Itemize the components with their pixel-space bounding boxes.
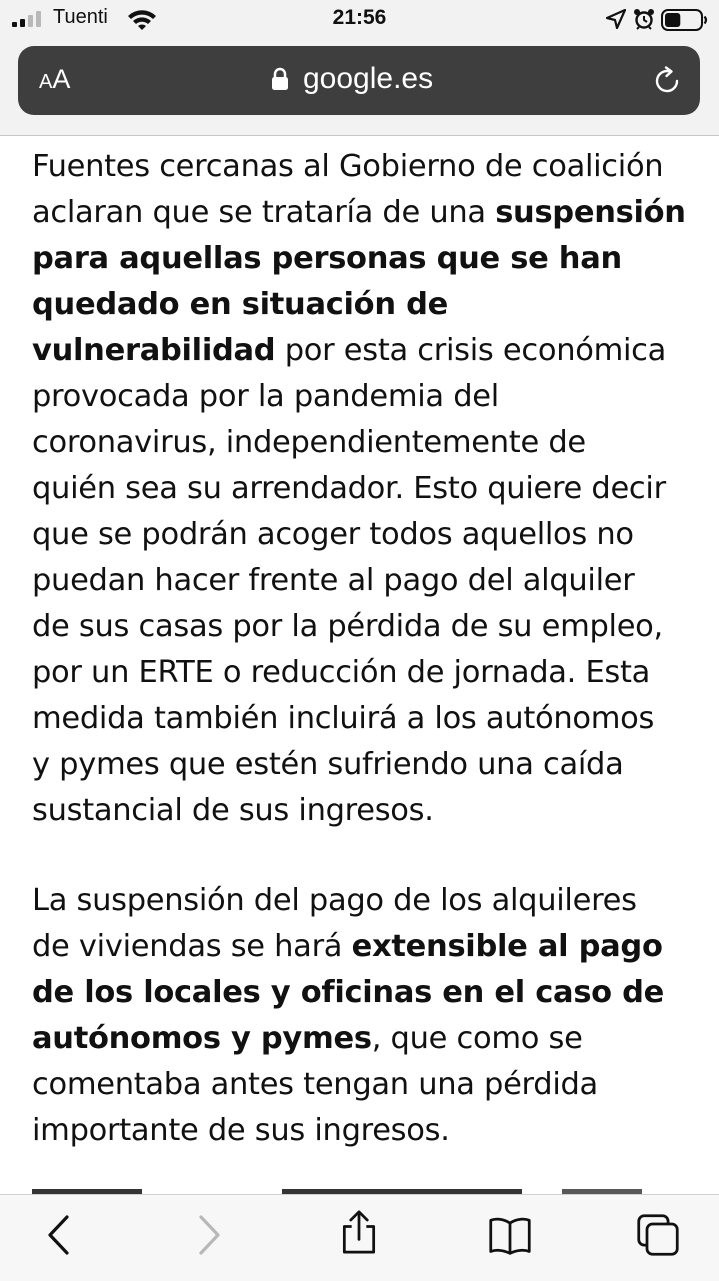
bold-text: de los locales y oficinas en el caso de — [32, 975, 665, 1010]
back-button[interactable] — [37, 1213, 81, 1257]
bookmarks-icon[interactable] — [488, 1213, 532, 1257]
line: importante de sus ingresos. — [32, 1113, 450, 1148]
status-bar — [0, 0, 719, 40]
line: de sus casas por la pérdida de su empleo, — [32, 609, 663, 644]
line: y pymes que estén sufriendo una caída — [32, 747, 624, 782]
battery-icon — [661, 9, 709, 31]
alarm-icon — [633, 8, 655, 30]
line: que se podrán acoger todos aquellos no — [32, 517, 634, 552]
url-text[interactable]: google.es — [303, 62, 434, 95]
tabs-icon[interactable] — [636, 1213, 680, 1257]
location-icon — [606, 9, 626, 29]
forward-button[interactable] — [187, 1213, 231, 1257]
share-icon[interactable] — [337, 1210, 381, 1254]
bold-text: extensible al pago — [351, 929, 663, 964]
line: medida también incluirá a los autónomos — [32, 701, 655, 736]
status-time: 21:56 — [332, 6, 387, 29]
line: La suspensión del pago de los alquileres — [32, 883, 637, 918]
line: , que como se — [371, 1021, 583, 1056]
line: comentaba antes tengan una pérdida — [32, 1067, 598, 1102]
article-body — [32, 144, 702, 1198]
text-size-small-label: A — [39, 71, 53, 93]
line: Fuentes cercanas al Gobierno de coalición — [32, 149, 664, 184]
line: coronavirus, independientemente de — [32, 425, 586, 460]
line: provocada por la pandemia del — [32, 379, 499, 414]
bold-text: autónomos y pymes — [32, 1021, 372, 1056]
browser-toolbar — [0, 40, 719, 136]
line: de viviendas se hará — [32, 929, 352, 964]
line: por un ERTE o reducción de jornada. Esta — [32, 655, 651, 690]
line: aclaran que se trataría de una — [32, 195, 496, 230]
bold-text: quedado en situación de — [32, 287, 448, 322]
article-paragraph-1 — [32, 144, 702, 834]
line: quién sea su arrendador. Esto quiere decir — [32, 471, 666, 506]
bold-text: suspensión — [495, 195, 686, 230]
line: puedan hacer frente al pago del alquiler — [32, 563, 635, 598]
text-size-button[interactable] — [39, 64, 70, 95]
carrier-name: Tuenti — [53, 6, 108, 28]
reload-icon[interactable] — [651, 65, 683, 97]
bold-text: vulnerabilidad — [32, 333, 276, 368]
line: por esta crisis económica — [275, 333, 667, 368]
bottom-toolbar — [0, 1194, 719, 1281]
address-bar[interactable] — [18, 46, 700, 115]
bold-text: para aquellas personas que se han — [32, 241, 622, 276]
text-size-big-label: A — [52, 64, 71, 94]
line: sustancial de sus ingresos. — [32, 793, 434, 828]
article-paragraph-2 — [32, 878, 702, 1154]
lock-icon — [271, 67, 289, 91]
